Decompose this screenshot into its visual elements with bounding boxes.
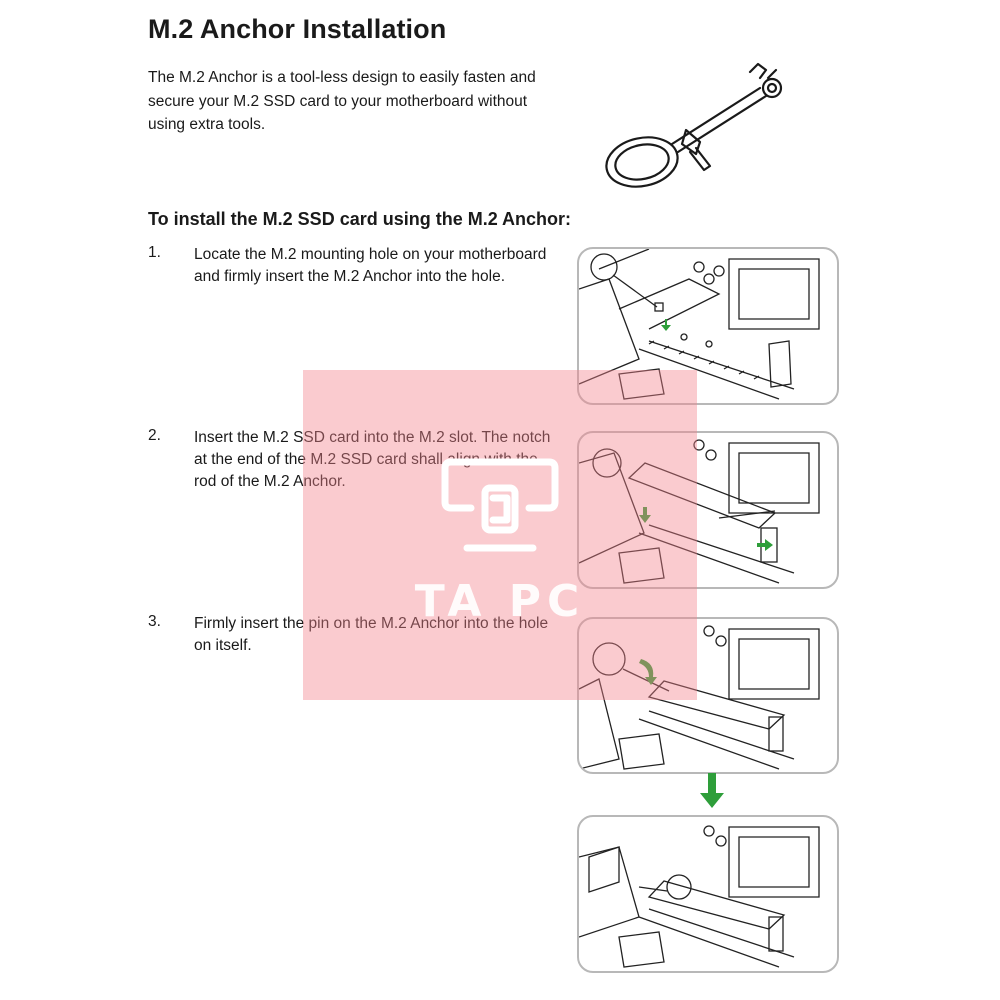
final-illustration bbox=[577, 815, 839, 973]
down-arrow-icon bbox=[699, 773, 725, 809]
step-3-number: 3. bbox=[148, 613, 161, 630]
instructions-heading: To install the M.2 SSD card using the M.2 Anchor: bbox=[148, 209, 572, 229]
step-2-number: 2. bbox=[148, 427, 161, 444]
step-1-text: Locate the M.2 mounting hole on your motherboard and firmly insert the M.2 Anchor into the hole. bbox=[194, 246, 547, 285]
intro-paragraph: The M.2 Anchor is a tool-less design to easily fasten and secure your M.2 SSD card to your motherboard without using extra tools. bbox=[148, 69, 536, 133]
page-title: M.2 Anchor Installation bbox=[148, 14, 447, 44]
monitor-logo-icon bbox=[441, 458, 559, 558]
m2-anchor-illustration bbox=[600, 58, 790, 193]
step-2-text: Insert the M.2 SSD card into the M.2 slot. The notch at the end of the M.2 SSD card shall align with the rod of the M.2 Anchor. bbox=[194, 429, 551, 490]
watermark-text: TA PC bbox=[414, 576, 586, 627]
step-3-text: Firmly insert the pin on the M.2 Anchor into the hole on itself. bbox=[194, 615, 549, 654]
step-1-number: 1. bbox=[148, 244, 161, 261]
watermark-overlay bbox=[303, 370, 697, 700]
